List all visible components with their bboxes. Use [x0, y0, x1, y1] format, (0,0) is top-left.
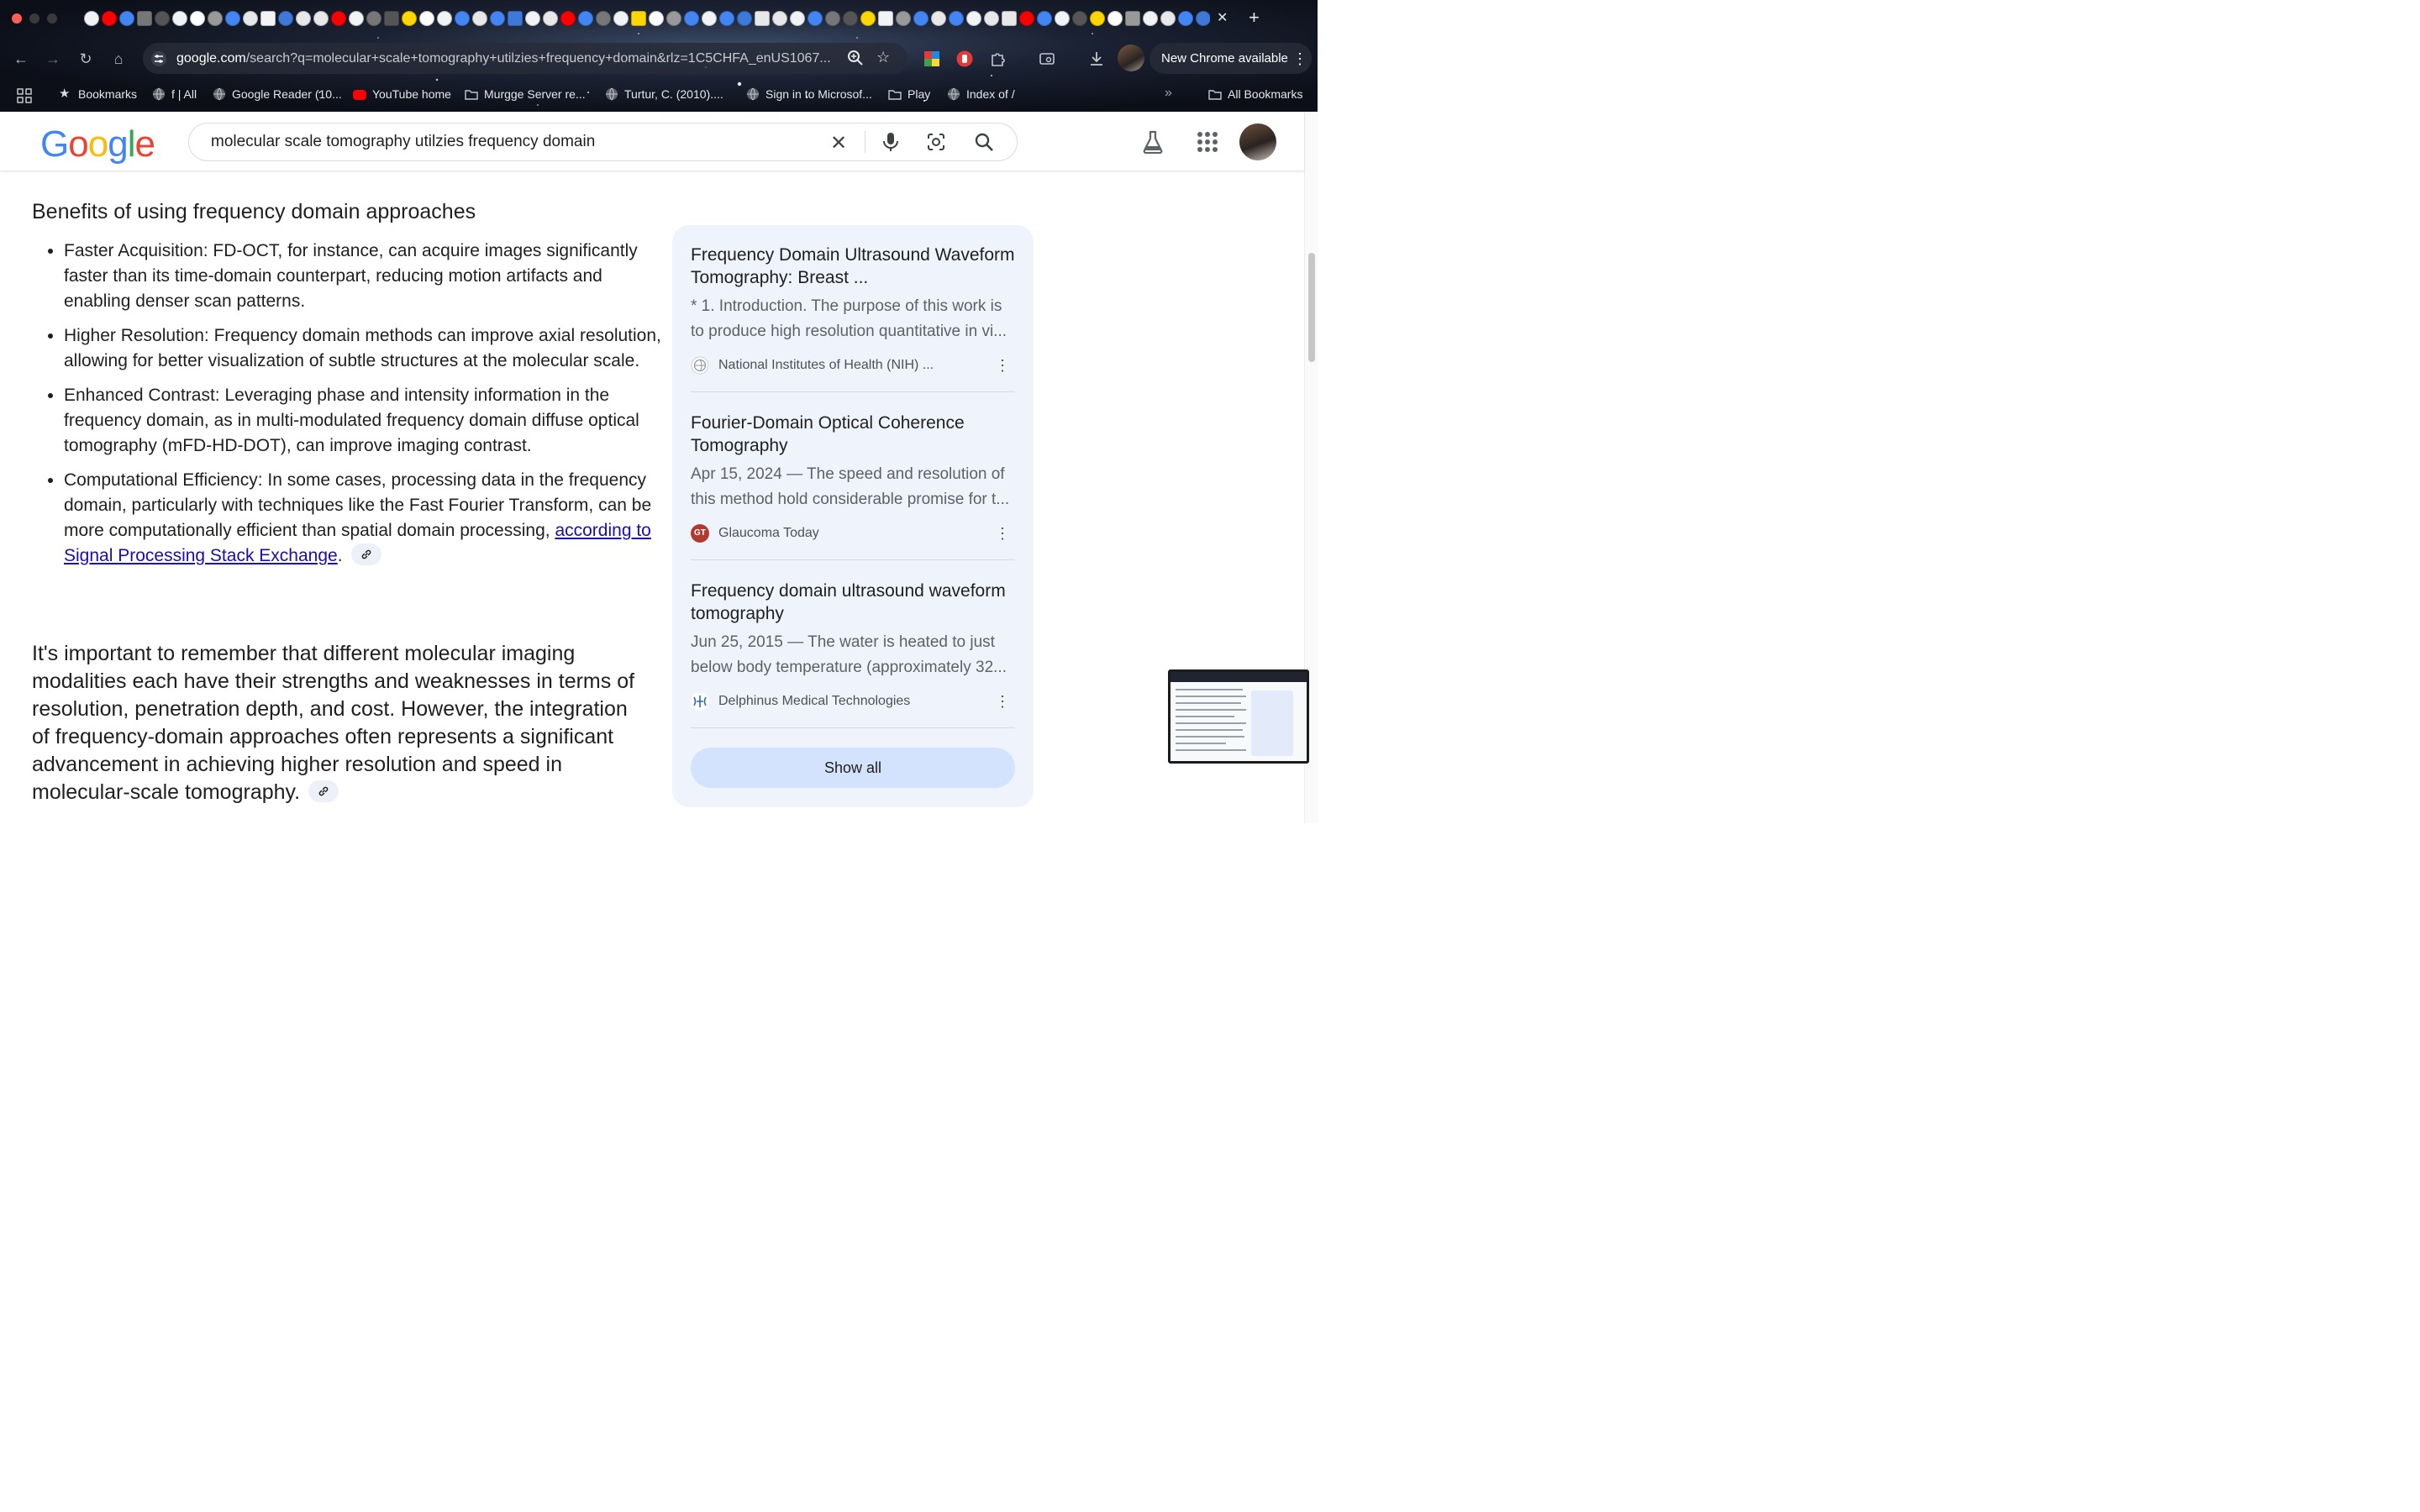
tab-favicon-icon[interactable]	[119, 11, 134, 26]
tab-favicon-icon[interactable]	[1090, 11, 1105, 26]
source-site	[691, 524, 1015, 543]
tab-favicon-icon[interactable]	[384, 11, 399, 26]
source-title[interactable]: Fourier-Domain Optical Coherence Tomography	[691, 413, 965, 455]
benefit-term: Higher Resolution:	[64, 326, 209, 345]
gt-logo-icon: GT	[691, 524, 709, 543]
bookmark-label: YouTube home	[372, 87, 451, 101]
tab-favicon-icon[interactable]	[966, 11, 981, 26]
tab-favicon-icon[interactable]	[190, 11, 205, 26]
downloads-icon[interactable]	[1088, 50, 1105, 67]
tab-favicon-icon[interactable]	[1055, 11, 1070, 26]
tab-favicon-icon[interactable]	[578, 11, 593, 26]
sources-panel	[672, 225, 1034, 807]
tab-favicon-icon[interactable]	[402, 11, 417, 26]
source-site	[691, 356, 1015, 375]
bookmark-label: f | All	[171, 87, 197, 101]
bookmark-item[interactable]	[947, 87, 1015, 101]
window-controls	[12, 13, 57, 24]
tab-favicon-icon[interactable]	[1019, 11, 1034, 26]
summary-text: It's important to remember that different molecular imaging modalities each have their strengths and weaknesses in terms of resolution, penetration depth, and cost. However, the integration of frequency-domain approaches often represents a significant advancement in achieving higher resolution and speed in molecular-scale tomography.	[32, 642, 635, 804]
tab-favicon-icon[interactable]	[631, 11, 646, 26]
google-logo[interactable]: Google	[40, 123, 155, 165]
more-options-icon[interactable]: ⋮	[995, 693, 1010, 710]
ai-overview-content	[0, 171, 1304, 823]
globe-icon	[691, 356, 709, 375]
bookmark-item[interactable]	[213, 87, 342, 101]
card-divider	[691, 391, 1015, 392]
zoom-window-icon[interactable]	[47, 13, 57, 24]
bookmark-star-icon[interactable]: ☆	[876, 49, 891, 66]
microphone-icon[interactable]	[882, 132, 899, 152]
tab-favicon-icon[interactable]	[755, 11, 770, 26]
tab-favicon-icon[interactable]	[1072, 11, 1087, 26]
youtube-icon	[353, 90, 366, 100]
tab-favicon-icon[interactable]	[666, 11, 681, 26]
close-window-icon[interactable]	[12, 13, 22, 24]
tab-favicon-icon[interactable]	[84, 11, 99, 26]
tab-favicon-icon[interactable]	[1125, 11, 1140, 26]
citation-link-chip[interactable]	[308, 780, 339, 802]
source-snippet: Jun 25, 2015 — The water is heated to just	[691, 633, 995, 651]
tab-favicon-icon[interactable]	[437, 11, 452, 26]
source-snippet: Apr 15, 2024 — The speed and resolution of	[691, 465, 1005, 483]
delphinus-logo-icon	[691, 692, 709, 711]
more-options-icon[interactable]: ⋮	[995, 525, 1010, 542]
profile-avatar[interactable]	[1118, 45, 1144, 71]
source-snippet: this method hold considerable promise for t...	[691, 491, 1010, 508]
source-link[interactable]: according to Signal Processing Stack Exchange	[64, 521, 651, 565]
all-bookmarks[interactable]	[1208, 87, 1302, 101]
new-tab-icon[interactable]: +	[1249, 7, 1260, 28]
bookmark-item[interactable]	[353, 87, 451, 101]
tab-favicon-icon[interactable]	[825, 11, 840, 26]
tab-favicon-icon[interactable]	[737, 11, 752, 26]
tab-favicon-icon[interactable]	[1002, 11, 1017, 26]
tab-favicon-icon[interactable]	[913, 11, 929, 26]
tab-favicon-icon[interactable]	[772, 11, 787, 26]
camera-lens-icon[interactable]	[926, 132, 946, 152]
tab-favicon-icon[interactable]	[1143, 11, 1158, 26]
tab-favicon-icon[interactable]	[278, 11, 293, 26]
close-tab-icon[interactable]: ✕	[1217, 11, 1228, 25]
benefit-item	[64, 239, 669, 314]
tab-strip[interactable]	[84, 8, 1210, 29]
screenshot-preview-thumbnail[interactable]	[1168, 669, 1309, 764]
all-bookmarks-label: All Bookmarks	[1228, 87, 1303, 101]
tab-favicon-icon[interactable]	[613, 11, 629, 26]
tab-favicon-icon[interactable]	[984, 11, 999, 26]
minimize-window-icon[interactable]	[29, 13, 39, 24]
tab-favicon-icon[interactable]	[719, 11, 734, 26]
tab-favicon-icon[interactable]	[490, 11, 505, 26]
more-bookmarks-icon[interactable]: »	[1165, 86, 1172, 100]
chrome-menu-icon[interactable]: ⋮	[1292, 50, 1307, 67]
bookmarks-bar	[0, 85, 1318, 105]
tab-favicon-icon[interactable]	[543, 11, 558, 26]
source-title[interactable]: Frequency domain ultrasound waveform tomography	[691, 581, 1006, 623]
forward-icon[interactable]: →	[45, 50, 60, 67]
tab-favicon-icon[interactable]	[472, 11, 487, 26]
tab-favicon-icon[interactable]	[1178, 11, 1193, 26]
tab-search-icon[interactable]	[1039, 50, 1055, 67]
tab-favicon-icon[interactable]	[296, 11, 311, 26]
benefit-text: Leveraging phase and intensity information in the frequency domain, as in multi-modulated frequency domain diffuse optical tomography (mFD-HD-DOT), can improve imaging contrast.	[64, 386, 639, 455]
bookmark-item[interactable]	[888, 87, 930, 101]
bookmark-label: Google Reader (10...	[232, 87, 342, 101]
folder-icon	[888, 87, 902, 101]
extension-color-icon[interactable]	[923, 50, 940, 67]
tab-favicon-icon[interactable]	[102, 11, 117, 26]
benefit-term: Faster Acquisition:	[64, 241, 208, 260]
bookmark-item[interactable]	[465, 87, 586, 101]
source-title[interactable]: Frequency Domain Ultrasound Waveform Tomography: Breast ...	[691, 245, 1015, 287]
source-site	[691, 692, 1015, 711]
site-settings-icon[interactable]	[150, 50, 167, 67]
source-site-name[interactable]: National Institutes of Health (NIH) ...	[718, 358, 934, 372]
extension-hand-icon[interactable]	[956, 50, 973, 67]
tab-favicon-icon[interactable]	[896, 11, 911, 26]
tab-favicon-icon[interactable]	[243, 11, 258, 26]
source-snippet: below body temperature (approximately 32...	[691, 659, 1007, 676]
benefit-item	[64, 468, 669, 569]
bookmark-label: Turtur, C. (2010)....	[624, 87, 723, 101]
tab-favicon-icon[interactable]	[349, 11, 364, 26]
benefit-term: Computational Efficiency:	[64, 470, 263, 490]
tab-favicon-icon[interactable]	[1160, 11, 1176, 26]
tab-favicon-icon[interactable]	[808, 11, 823, 26]
benefit-text: FD-OCT, for instance, can acquire images significantly faster than its time-domain counterpart, reducing motion artifacts and enabling denser scan patterns.	[64, 241, 638, 311]
link-icon	[360, 549, 372, 560]
bookmark-item[interactable]	[59, 87, 137, 101]
summary-paragraph	[32, 640, 637, 806]
tab-favicon-icon[interactable]	[155, 11, 170, 26]
reload-icon[interactable]: ↻	[79, 50, 92, 67]
bookmark-item[interactable]	[605, 87, 723, 101]
tab-favicon-icon[interactable]	[684, 11, 699, 26]
benefit-text: Frequency domain methods can improve axial resolution, allowing for better visualization of subtle structures at the molecular scale.	[64, 326, 661, 370]
tab-favicon-icon[interactable]	[525, 11, 540, 26]
toolbar	[0, 43, 1318, 75]
tab-favicon-icon[interactable]	[949, 11, 964, 26]
tab-favicon-icon[interactable]	[1196, 11, 1210, 26]
source-site-name[interactable]: Delphinus Medical Technologies	[718, 694, 911, 708]
benefit-item	[64, 323, 669, 374]
globe-icon	[947, 87, 960, 101]
source-card[interactable]	[691, 580, 1015, 711]
tab-favicon-icon[interactable]	[172, 11, 187, 26]
extensions-puzzle-icon[interactable]	[990, 50, 1007, 67]
benefit-term: Enhanced Contrast:	[64, 386, 220, 405]
card-divider	[691, 727, 1015, 728]
zoom-icon[interactable]	[847, 50, 864, 66]
citation-link-chip[interactable]	[351, 543, 381, 565]
tab-favicon-icon[interactable]	[419, 11, 434, 26]
folder-icon	[1208, 87, 1222, 101]
update-chrome-button[interactable]: New Chrome available	[1150, 43, 1312, 74]
tab-favicon-icon[interactable]	[208, 11, 223, 26]
bookmark-label: Index of /	[966, 87, 1015, 101]
tab-favicon-icon[interactable]	[331, 11, 346, 26]
folder-icon	[465, 87, 478, 101]
scrollbar-thumb[interactable]	[1308, 253, 1315, 362]
bookmark-label: Sign in to Microsof...	[765, 87, 872, 101]
globe-icon	[152, 87, 166, 101]
tab-favicon-icon[interactable]	[225, 11, 240, 26]
source-card[interactable]	[691, 244, 1015, 375]
account-avatar[interactable]	[1239, 123, 1276, 160]
tab-favicon-icon[interactable]	[508, 11, 523, 26]
benefit-text: In some cases, processing data in the frequency domain, particularly with techniques like the Fast Fourier Transform, can be more computationally efficient than spatial domain processing,	[64, 470, 652, 540]
source-site-name[interactable]: Glaucoma Today	[718, 526, 819, 540]
globe-icon	[746, 87, 760, 101]
bookmark-item[interactable]	[152, 87, 197, 101]
tab-favicon-icon[interactable]	[260, 11, 276, 26]
tab-favicon-icon[interactable]	[313, 11, 329, 26]
tab-favicon-icon[interactable]	[702, 11, 717, 26]
tab-favicon-icon[interactable]	[860, 11, 876, 26]
tab-favicon-icon[interactable]	[790, 11, 805, 26]
bookmark-label: Play	[908, 87, 931, 101]
benefits-list	[32, 239, 669, 578]
labs-flask-icon[interactable]	[1141, 130, 1165, 154]
back-icon[interactable]: ←	[13, 50, 29, 67]
tab-favicon-icon[interactable]	[455, 11, 470, 26]
bookmark-label: Bookmarks	[78, 87, 138, 101]
bookmark-label: Murgge Server re...	[484, 87, 586, 101]
url-text[interactable]	[176, 51, 831, 66]
search-input[interactable]	[211, 133, 799, 151]
tab-favicon-icon[interactable]	[560, 11, 576, 26]
card-divider	[691, 559, 1015, 560]
globe-icon	[605, 87, 618, 101]
home-icon[interactable]: ⌂	[113, 50, 124, 67]
google-header	[0, 112, 1304, 171]
section-heading: Benefits of using frequency domain approaches	[32, 200, 476, 223]
punctuation: .	[337, 546, 343, 565]
tab-favicon-icon[interactable]	[1037, 11, 1052, 26]
globe-icon	[213, 87, 226, 101]
tab-favicon-icon[interactable]	[878, 11, 893, 26]
show-all-button[interactable]: Show all	[691, 748, 1015, 788]
star-icon: ★	[59, 87, 71, 101]
tab-favicon-icon[interactable]	[596, 11, 611, 26]
tab-favicon-icon[interactable]	[649, 11, 664, 26]
source-card[interactable]	[691, 412, 1015, 543]
google-apps-icon[interactable]	[1197, 132, 1218, 152]
url-host: google.com	[176, 51, 246, 66]
source-snippet: to produce high resolution quantitative in vi...	[691, 323, 1007, 340]
omnibox[interactable]	[143, 43, 908, 74]
apps-grid-icon[interactable]	[17, 88, 32, 103]
tab-favicon-icon[interactable]	[931, 11, 946, 26]
tab-favicon-icon[interactable]	[137, 11, 152, 26]
browser-chrome	[0, 0, 1318, 112]
tab-favicon-icon[interactable]	[1107, 11, 1123, 26]
search-box	[188, 123, 1018, 161]
bookmark-item[interactable]	[746, 87, 872, 101]
clear-search-icon[interactable]: ✕	[830, 132, 848, 155]
url-path: /search?q=molecular+scale+tomography+utilzies+frequency+domain&rlz=1C5CHFA_enUS1067...	[245, 51, 831, 66]
more-options-icon[interactable]: ⋮	[995, 357, 1010, 374]
search-icon[interactable]	[974, 132, 994, 152]
tab-favicon-icon[interactable]	[366, 11, 381, 26]
benefit-item	[64, 383, 669, 459]
tab-favicon-icon[interactable]	[843, 11, 858, 26]
link-icon	[318, 785, 329, 797]
source-snippet: * 1. Introduction. The purpose of this work is	[691, 297, 1002, 315]
